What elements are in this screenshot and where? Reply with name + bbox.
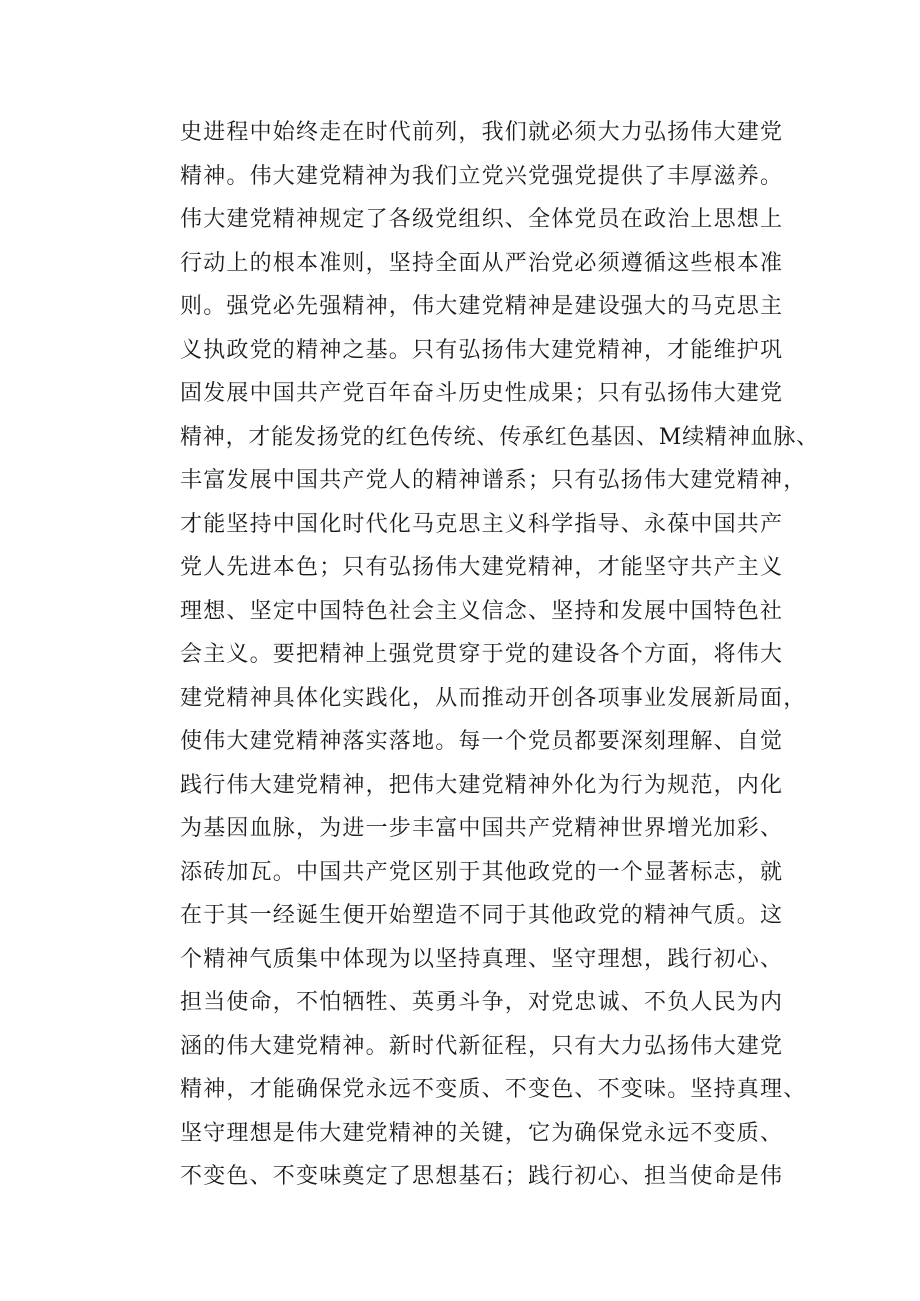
text-line: 伟大建党精神规定了各级党组织、全体党员在政治上思想上 <box>180 207 784 232</box>
text-line: 精神。伟大建党精神为我们立党兴党强党提供了丰厚滋养。 <box>180 163 784 189</box>
text-line: 在于其一经诞生便开始塑造不同于其他政党的精神气质。这 <box>180 903 784 928</box>
text-line: 固发展中国共产党百年奋斗历史性成果；只有弘扬伟大建党 <box>180 381 784 406</box>
text-line: 才能坚持中国化时代化马克思主义科学指导、永葆中国共产 <box>180 511 784 537</box>
text-line: 使伟大建党精神落实落地。每一个党员都要深刻理解、自觉 <box>180 729 784 754</box>
text-line: 担当使命，不怕牺牲、英勇斗争，对党忠诚、不负人民为内 <box>180 990 784 1015</box>
text-line: 会主义。要把精神上强党贯穿于党的建设各个方面，将伟大 <box>180 642 784 667</box>
text-line: 理想、坚定中国特色社会主义信念、坚持和发展中国特色社 <box>180 598 784 624</box>
text-line: 建党精神具体化实践化，从而推动开创各项事业发展新局面， <box>180 685 807 711</box>
text-line: 义执政党的精神之基。只有弘扬伟大建党精神，才能维护巩 <box>180 337 784 363</box>
text-line: 丰富发展中国共产党人的精神谱系；只有弘扬伟大建党精神， <box>180 468 807 493</box>
text-line: 精神，才能确保党永远不变质、不变色、不变味。坚持真理、 <box>180 1077 807 1102</box>
text-line: 践行伟大建党精神，把伟大建党精神外化为行为规范，内化 <box>180 772 784 798</box>
text-line: 添砖加瓦。中国共产党区别于其他政党的一个显著标志，就 <box>180 859 784 885</box>
text-line: 行动上的根本准则，坚持全面从严治党必须遵循这些根本准 <box>180 250 784 276</box>
text-line: 史进程中始终走在时代前列，我们就必须大力弘扬伟大建党 <box>180 120 784 145</box>
text-line: 精神，才能发扬党的红色传统、传承红色基因、M续精神血脉、 <box>180 424 819 450</box>
text-line: 坚守理想是伟大建党精神的关键，它为确保党永远不变质、 <box>180 1120 784 1146</box>
text-line: 涵的伟大建党精神。新时代新征程，只有大力弘扬伟大建党 <box>180 1033 784 1059</box>
text-line: 党人先进本色；只有弘扬伟大建党精神，才能坚守共产主义 <box>180 555 784 580</box>
text-line: 为基因血脉，为进一步丰富中国共产党精神世界增光加彩、 <box>180 816 784 841</box>
text-line: 个精神气质集中体现为以坚持真理、坚守理想，践行初心、 <box>180 946 784 972</box>
text-line: 则。强党必先强精神，伟大建党精神是建设强大的马克思主 <box>180 294 784 319</box>
body-text <box>180 111 820 1199</box>
text-line: 不变色、不变味奠定了思想基石；践行初心、担当使命是伟 <box>180 1164 784 1189</box>
